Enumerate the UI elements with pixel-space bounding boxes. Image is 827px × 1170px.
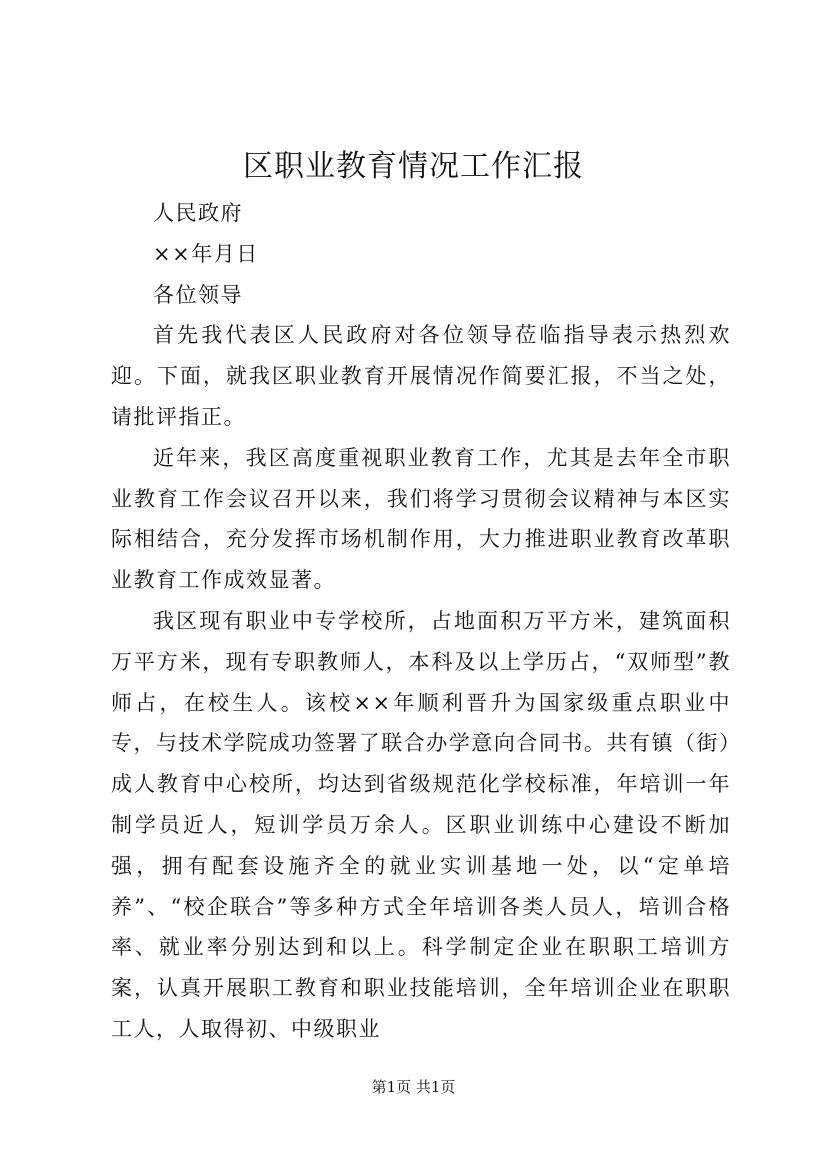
salutation-line: 各位领导 xyxy=(153,282,243,307)
document-body xyxy=(111,193,731,1050)
document-title: 区职业教育情况工作汇报 xyxy=(243,149,584,184)
page-footer: 第1页 共1页 xyxy=(371,1078,456,1096)
date-line: ××年月日 xyxy=(153,241,259,266)
addressee-line: 人民政府 xyxy=(153,201,243,225)
body-paragraph: 近年来，我区高度重视职业教育工作，尤其是去年全市职业教育工作会议召开以来，我们将学习贯彻会议精神与本区实际相结合，充分发挥市场机制作用，大力推进职业教育改革职业教育工作成效显著。 xyxy=(111,445,731,593)
body-paragraph: 首先我代表区人民政府对各位领导莅临指导表示热烈欢迎。下面，就我区职业教育开展情况作简要汇报，不当之处，请批评指正。 xyxy=(111,323,731,429)
body-paragraph: 我区现有职业中专学校所，占地面积万平方米，建筑面积万平方米，现有专职教师人，本科及以上学历占，“双师型”教师占，在校生人。该校××年顺利晋升为国家级重点职业中专，与技术学院成功签署了联合办学意向合同书。共有镇（街）成人教育中心校所，均达到省级规范化学校标准，年培训一年制学员近人，短训学员万余人。区职业训练中心建设不断加强，拥有配套设施齐全的就业实训基地一处，以“定单培养”、“校企联合”等多种方式全年培训各类人员人，培训合格率、就业率分别达到和以上。科学制定企业在职职工培训方案，认真开展职工教育和职业技能培训，全年培训企业在职职工人，人取得初、中级职业 xyxy=(111,608,731,1041)
